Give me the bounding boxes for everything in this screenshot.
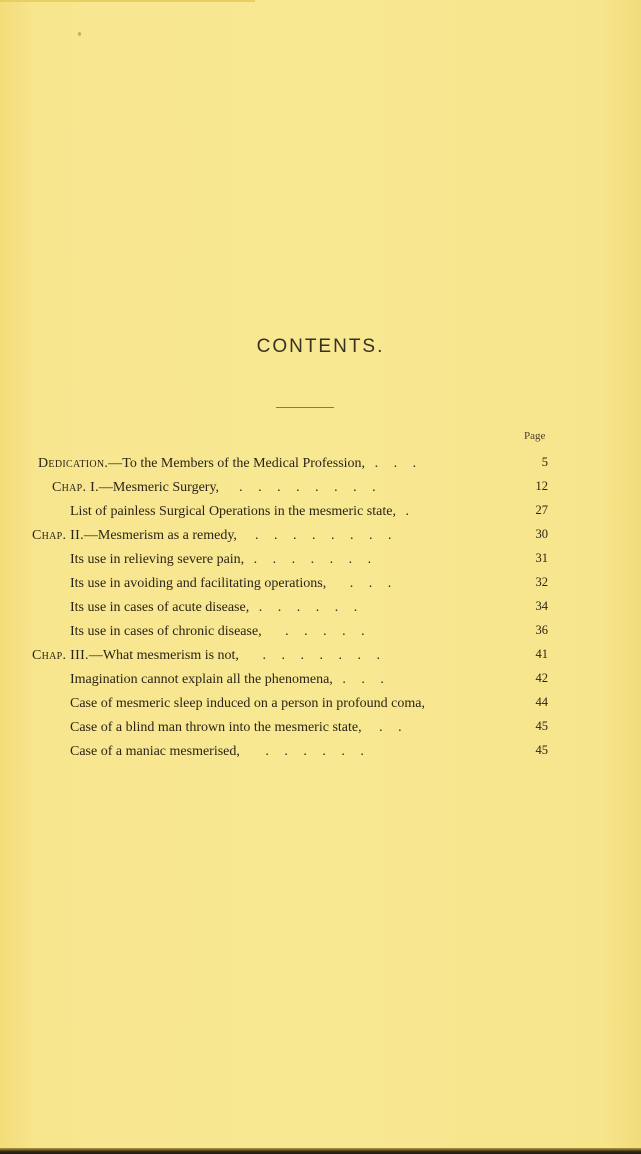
toc-entry [70, 551, 377, 569]
toc-entry [70, 575, 397, 593]
entry-page: 45 [535, 719, 548, 733]
entry-leader: . . . . . . . [252, 648, 386, 663]
entry-prefix: Dedication. [38, 456, 109, 471]
entry-text: —Mesmeric Surgery, [98, 480, 220, 495]
entry-text: Case of a blind man thrown into the mesmeric state, [70, 720, 362, 735]
toc-entry [70, 671, 390, 689]
entry-text: Its use in cases of chronic disease, [70, 624, 262, 639]
entry-leader: . . . . . . . [244, 552, 378, 567]
entry-leader: . . . . . [275, 624, 371, 639]
entry-leader: . . . [332, 672, 390, 687]
entry-page: 27 [535, 503, 548, 517]
entry-leader: . [395, 504, 415, 519]
entry-leader: . . . . . . [249, 600, 364, 615]
entry-text: —To the Members of the Medical Profession, [108, 456, 366, 471]
entry-text: List of painless Surgical Operations in the mesmeric state, [70, 504, 396, 519]
entry-leader: . . [369, 720, 408, 735]
entry-prefix: Chap. I. [52, 480, 99, 495]
top-edge-line [0, 0, 255, 2]
entry-page: 32 [535, 575, 548, 589]
toc-entry [70, 719, 408, 737]
toc-entry [32, 527, 397, 545]
entry-page: 30 [535, 527, 548, 541]
entry-page: 12 [535, 479, 548, 493]
entry-leader: . . . [365, 456, 423, 471]
toc-entry [38, 455, 422, 473]
toc-entry [70, 623, 371, 641]
entry-text: Case of a maniac mesmerised, [70, 744, 240, 759]
entry-page: 41 [535, 647, 548, 661]
entry-page: 45 [535, 743, 548, 757]
entry-leader: . . . . . . . . [239, 480, 382, 495]
entry-text: Imagination cannot explain all the phenomena, [70, 672, 333, 687]
entry-text: Case of mesmeric sleep induced on a person in profound coma, [70, 696, 425, 711]
toc-entry [70, 599, 363, 617]
toc-entry [70, 695, 425, 713]
entry-text: Its use in relieving severe pain, [70, 552, 245, 567]
toc-entry [70, 503, 415, 521]
entry-page: 5 [541, 455, 548, 469]
entry-text: Its use in avoiding and facilitating operations, [70, 576, 327, 591]
page-smudge [78, 32, 81, 36]
entry-page: 34 [535, 599, 548, 613]
contents-title: CONTENTS. [256, 336, 385, 357]
entry-page: 42 [535, 671, 548, 685]
title-rule [276, 407, 334, 408]
entry-text: Its use in cases of acute disease, [70, 600, 250, 615]
page-column-heading: Page [524, 430, 546, 442]
entry-prefix: Chap. II. [32, 528, 84, 543]
entry-leader: . . . . . . . . [254, 528, 398, 543]
toc-entry [52, 479, 382, 497]
entry-page: 44 [535, 695, 548, 709]
entry-page: 36 [535, 623, 548, 637]
entry-text: —What mesmerism is not, [88, 648, 239, 663]
entry-prefix: Chap. III. [32, 648, 89, 663]
entry-leader: . . . [340, 576, 398, 591]
entry-page: 31 [535, 551, 548, 565]
entry-leader: . . . . . . [255, 744, 370, 759]
entry-text: —Mesmerism as a remedy, [83, 528, 237, 543]
page-bottom-edge [0, 1148, 641, 1154]
toc-entry [70, 743, 370, 761]
toc-entry [32, 647, 386, 665]
